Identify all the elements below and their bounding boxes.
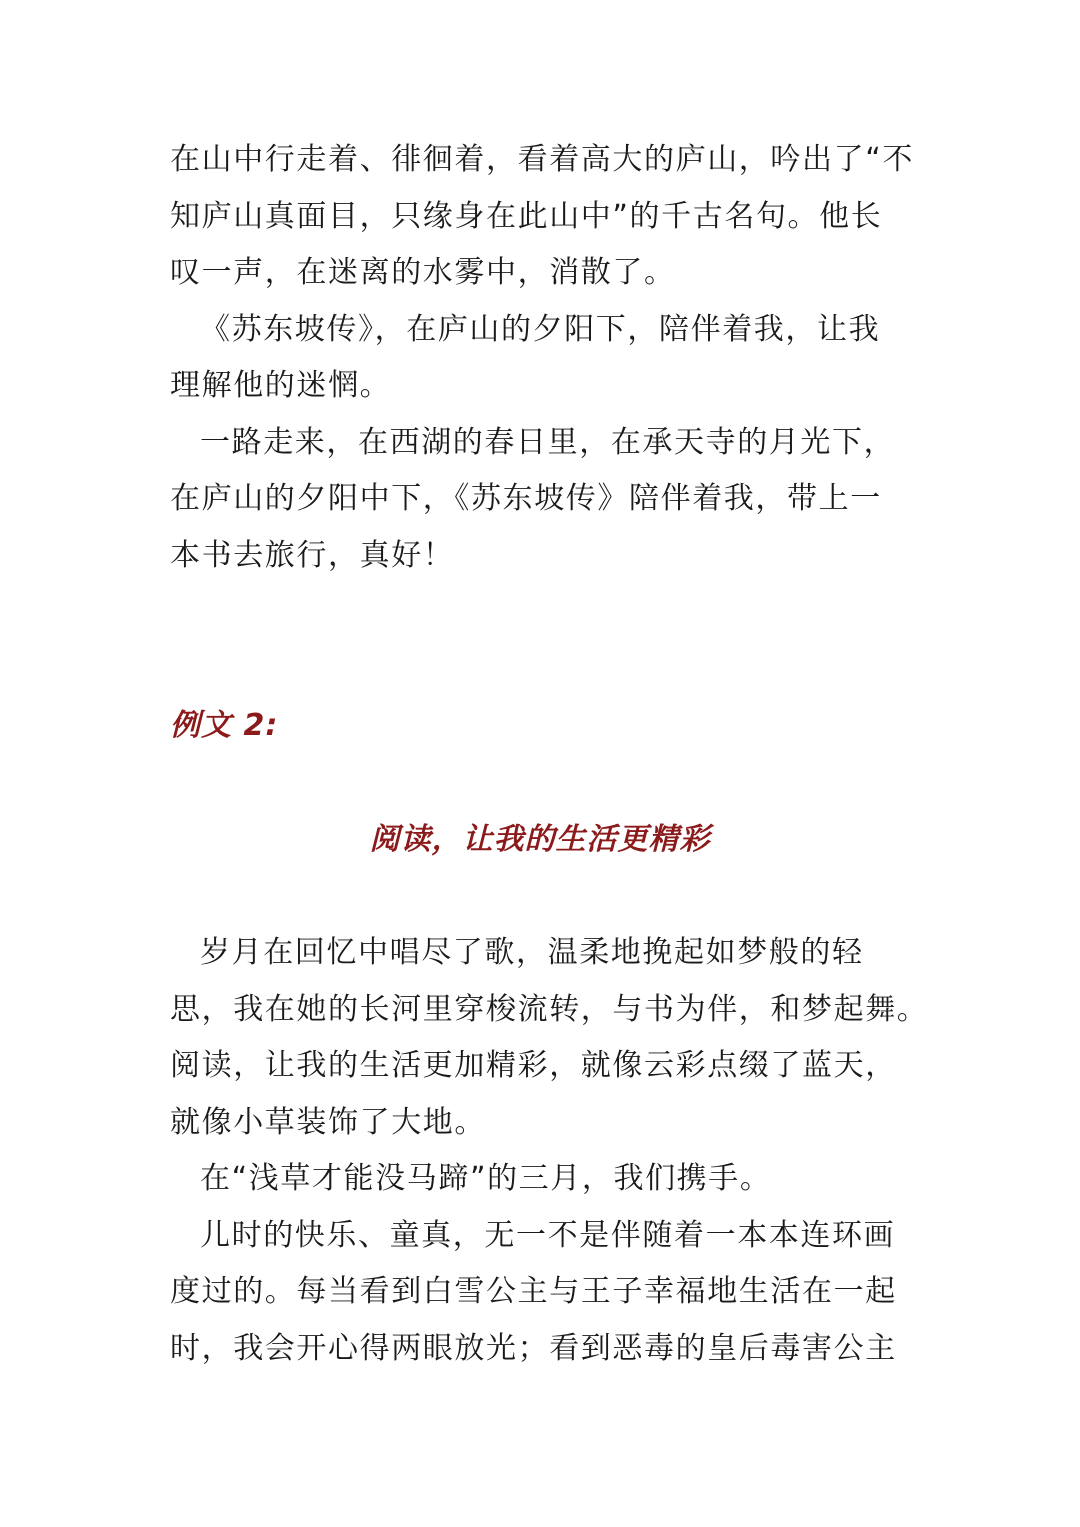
paragraph-line: 阅读，让我的生活更加精彩，就像云彩点缀了蓝天， [170, 1048, 897, 1083]
paragraph-line: 一路走来，在西湖的春日里，在承天寺的月光下， [200, 424, 896, 460]
paragraph-line: 在庐山的夕阳中下，《苏东坡传》陪伴着我，带上一 [170, 481, 882, 516]
essay-2-text [170, 925, 929, 1377]
paragraph-line: 岁月在回忆中唱尽了歌，温柔地挽起如梦般的轻 [200, 935, 864, 970]
essay-title: 阅读，让我的生活更精彩 [369, 822, 711, 857]
paragraph-line: 知庐山真面目，只缘身在此山中”的千古名句。他长 [170, 198, 883, 234]
paragraph-line: 度过的。每当看到白雪公主与王子幸福地生活在一起 [170, 1274, 897, 1309]
paragraph-line: 本书去旅行，真好！ [170, 537, 455, 573]
example-label: 例文 2: [170, 708, 279, 743]
paragraph-line: 理解他的迷惘。 [170, 368, 392, 403]
essay-1-text [170, 132, 914, 584]
paragraph-line: 在“浅草才能没马蹄”的三月，我们携手。 [200, 1161, 772, 1196]
paragraph-line: 时，我会开心得两眼放光；看到恶毒的皇后毒害公主 [170, 1330, 897, 1366]
paragraph-line: 儿时的快乐、童真，无一不是伴随着一本本连环画 [200, 1217, 896, 1253]
paragraph-line: 就像小草装饰了大地。 [170, 1104, 486, 1140]
paragraph-line: 叹一声，在迷离的水雾中，消散了。 [170, 255, 676, 290]
paragraph-line: 《苏东坡传》，在庐山的夕阳下，陪伴着我，让我 [200, 311, 881, 347]
paragraph-line: 思，我在她的长河里穿梭流转，与书为伴，和梦起舞。 [170, 991, 929, 1027]
paragraph-line: 在山中行走着、徘徊着，看着高大的庐山，吟出了“不 [170, 142, 914, 177]
